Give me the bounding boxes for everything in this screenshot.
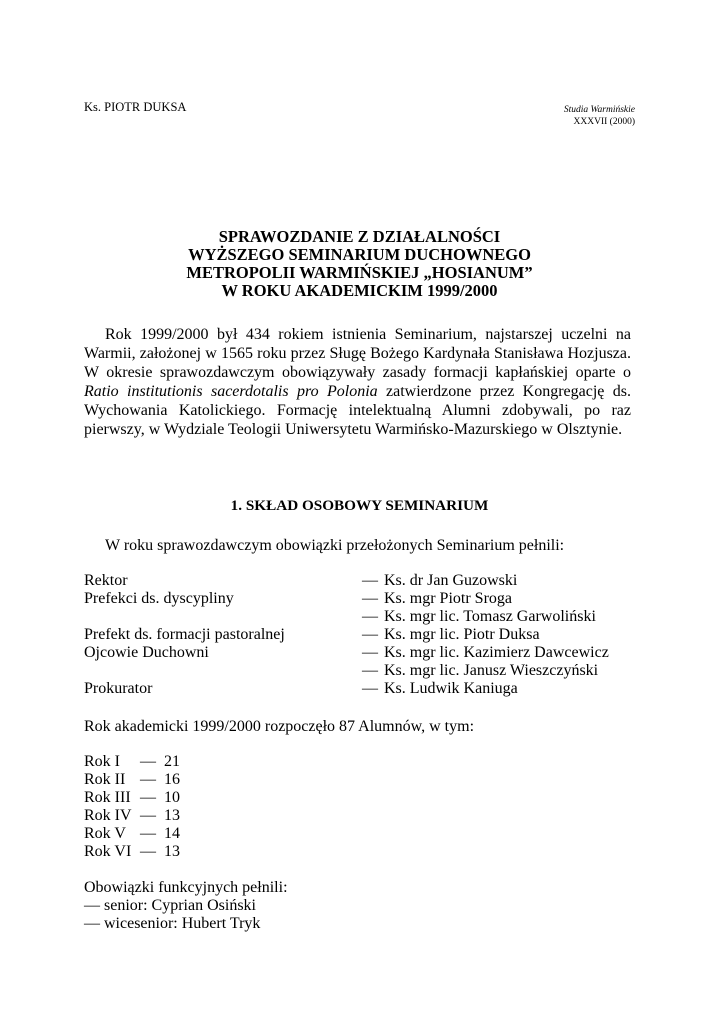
intro-text-2: zatwierdzone przez Kongregację ds. Wychowania Katolickiego. Formację intelektualną Alumni zdobywali, po raz pierwszy, w Wydziale Teologii Uniwersytetu Warmińsko-Mazurskiego w Olsztynie. <box>84 382 631 438</box>
year-label: Rok V <box>84 825 126 842</box>
functions-intro: Obowiązki funkcyjnych pełnili: <box>84 879 288 896</box>
role-label: Prefekci ds. dyscypliny <box>84 590 234 607</box>
title-line: METROPOLII WARMIŃSKIEJ „HOSIANUM” <box>186 263 533 282</box>
year-label: Rok II <box>84 771 126 788</box>
role-person: Ks. dr Jan Guzowski <box>384 572 518 589</box>
list-item <box>84 680 609 698</box>
year-label: Rok I <box>84 753 120 770</box>
role-label: Ojcowie Duchowni <box>84 644 209 661</box>
dash: — <box>140 789 156 806</box>
list-item <box>84 644 609 662</box>
role-person: Ks. mgr lic. Tomasz Garwoliński <box>384 608 596 625</box>
role-person: Ks. mgr lic. Janusz Wieszczyński <box>384 662 599 679</box>
dash: — <box>140 825 156 842</box>
list-item <box>84 843 180 861</box>
dash: — <box>362 608 378 625</box>
role-person: Ks. mgr lic. Kazimierz Dawcewicz <box>384 644 609 661</box>
year-label: Rok VI <box>84 843 132 860</box>
dash: — <box>140 807 156 824</box>
dash: — <box>362 680 378 697</box>
journal-info <box>564 104 635 128</box>
year-count: 14 <box>164 825 180 842</box>
dash: — <box>140 753 156 770</box>
page-title <box>0 228 719 300</box>
list-item: — wicesenior: Hubert Tryk <box>84 915 261 932</box>
functions-list <box>84 879 288 933</box>
dash: — <box>140 843 156 860</box>
intro-paragraph <box>84 326 631 439</box>
dash: — <box>362 572 378 589</box>
list-item <box>84 771 180 789</box>
list-item <box>84 572 609 590</box>
section-heading: 1. SKŁAD OSOBOWY SEMINARIUM <box>230 497 489 514</box>
dash: — <box>362 644 378 661</box>
list-item: — senior: Cyprian Osiński <box>84 897 256 914</box>
journal-volume: XXXVII (2000) <box>573 117 635 127</box>
list-item <box>84 807 180 825</box>
dash: — <box>140 771 156 788</box>
superiors-intro: W roku sprawozdawczym obowiązki przełożonych Seminarium pełnili: <box>105 537 565 554</box>
role-label: Rektor <box>84 572 128 589</box>
role-label <box>84 662 362 680</box>
list-item <box>84 825 180 843</box>
year-count: 10 <box>164 789 180 806</box>
year-count: 16 <box>164 771 180 788</box>
superiors-list <box>84 572 609 698</box>
title-line: WYŻSZEGO SEMINARIUM DUCHOWNEGO <box>188 245 531 264</box>
year-count: 13 <box>164 807 180 824</box>
list-item <box>84 626 609 644</box>
year-count: 21 <box>164 753 180 770</box>
year-count: 13 <box>164 843 180 860</box>
role-label: Prokurator <box>84 680 153 697</box>
role-person: Ks. Ludwik Kaniuga <box>384 680 518 697</box>
journal-name: Studia Warmińskie <box>563 105 635 115</box>
dash: — <box>362 626 378 643</box>
role-label <box>84 608 362 626</box>
year-label: Rok IV <box>84 807 132 824</box>
year-label: Rok III <box>84 789 131 806</box>
role-label: Prefekt ds. formacji pastoralnej <box>84 626 285 643</box>
role-person: Ks. mgr lic. Piotr Duksa <box>384 626 540 643</box>
list-item <box>84 789 180 807</box>
dash: — <box>362 590 378 607</box>
list-item <box>84 662 609 680</box>
list-item <box>84 608 609 626</box>
title-line: SPRAWOZDANIE Z DZIAŁALNOŚCI <box>218 227 501 246</box>
dash: — <box>362 662 378 679</box>
intro-text-1: Rok 1999/2000 był 434 rokiem istnienia Seminarium, najstarszej uczelni na Warmii, założonej w 1565 roku przez Sługę Bożego Kardynała Stanisława Hozjusza. W okresie sprawozdawczym obowiązywały zasady formacji kapłańskiej oparte o <box>84 326 631 381</box>
title-line: W ROKU AKADEMICKIM 1999/2000 <box>221 281 498 300</box>
years-list <box>84 753 180 861</box>
role-person: Ks. mgr Piotr Sroga <box>384 590 512 607</box>
list-item <box>84 590 609 608</box>
author-name: Ks. PIOTR DUKSA <box>84 100 187 114</box>
intro-italic-title: Ratio institutionis sacerdotalis pro Polonia <box>84 382 378 400</box>
list-item <box>84 753 180 771</box>
students-intro: Rok akademicki 1999/2000 rozpoczęło 87 Alumnów, w tym: <box>84 718 475 735</box>
